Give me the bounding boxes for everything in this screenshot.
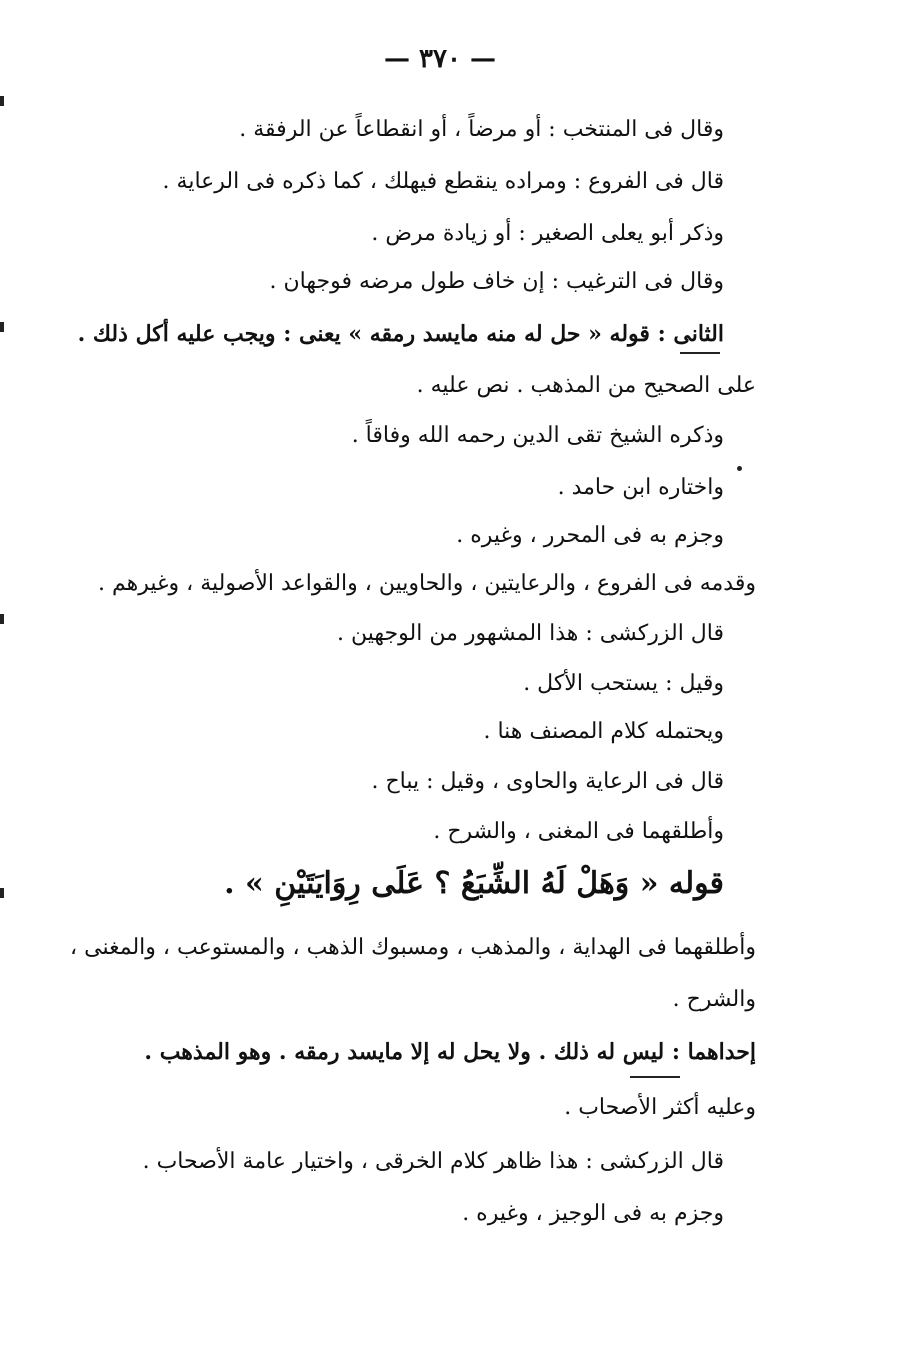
- text-line: وعليه أكثر الأصحاب .: [564, 1095, 756, 1120]
- text-line: وأطلقهما فى الهداية ، والمذهب ، ومسبوك الذهب ، والمستوعب ، والمغنى ،: [70, 935, 756, 960]
- text-line: وقال فى المنتخب : أو مرضاً ، أو انقطاعاً عن الرفقة .: [239, 117, 724, 142]
- page-number: — ٣٧٠ —: [383, 44, 497, 74]
- ink-dot: [737, 466, 742, 471]
- margin-mark: [0, 614, 4, 624]
- text-line: وقال فى الترغيب : إن خاف طول مرضه فوجهان .: [269, 269, 724, 294]
- text-line: والشرح .: [672, 987, 756, 1012]
- text-line: قال الزركشى : هذا المشهور من الوجهين .: [337, 621, 724, 646]
- text-line: وجزم به فى الوجيز ، وغيره .: [462, 1201, 724, 1226]
- text-line: قال فى الفروع : ومراده ينقطع فيهلك ، كما ذكره فى الرعاية .: [162, 169, 724, 194]
- text-line: وجزم به فى المحرر ، وغيره .: [456, 523, 724, 548]
- text-line: ويحتمله كلام المصنف هنا .: [483, 719, 724, 744]
- text-line: إحداهما : ليس له ذلك . ولا يحل له إلا مايسد رمقه . وهو المذهب .: [144, 1039, 756, 1065]
- text-line: وذكره الشيخ تقى الدين رحمه الله وفاقاً .: [351, 423, 724, 448]
- text-line: وقيل : يستحب الأكل .: [523, 671, 724, 696]
- text-line: قال فى الرعاية والحاوى ، وقيل : يباح .: [371, 769, 724, 794]
- section-heading: قوله « وَهَلْ لَهُ الشِّبَعُ ؟ عَلَى رِوَايَتَيْنِ » .: [224, 866, 724, 901]
- text-line: قال الزركشى : هذا ظاهر كلام الخرقى ، واختيار عامة الأصحاب .: [142, 1149, 724, 1174]
- margin-mark: [0, 888, 4, 898]
- underline-rule: [680, 352, 720, 354]
- text-line: الثانى : قوله « حل له منه مايسد رمقه » يعنى : ويجب عليه أكل ذلك .: [77, 321, 724, 347]
- margin-mark: [0, 322, 4, 332]
- margin-mark: [0, 96, 4, 106]
- underline-rule: [630, 1076, 680, 1078]
- text-line: وقدمه فى الفروع ، والرعايتين ، والحاويين ، والقواعد الأصولية ، وغيرهم .: [97, 571, 756, 596]
- text-line: واختاره ابن حامد .: [557, 475, 724, 500]
- text-line: على الصحيح من المذهب . نص عليه .: [416, 373, 756, 398]
- text-line: وأطلقهما فى المغنى ، والشرح .: [433, 819, 724, 844]
- text-line: وذكر أبو يعلى الصغير : أو زيادة مرض .: [371, 221, 724, 246]
